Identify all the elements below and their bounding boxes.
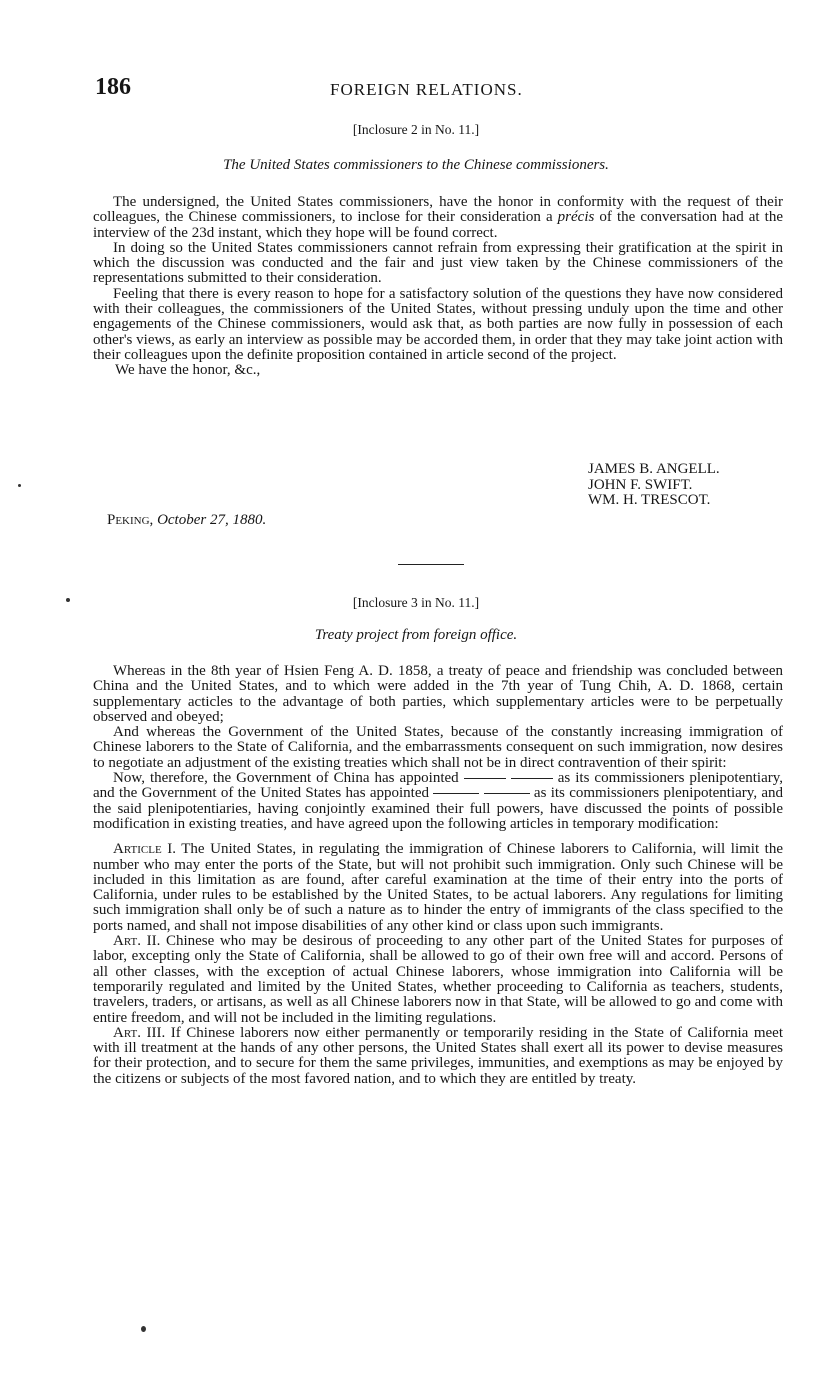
place-and-date <box>107 512 266 529</box>
blank-line <box>511 778 553 779</box>
letter-paragraph-2: In doing so the United States commissioners cannot refrain from expressing their gratification at the spirit in which the discussion was conducted and the fair and just view taken by the Chinese commissioners of the representations submitted to their consideration. <box>93 239 783 287</box>
letter-title: The United States commissioners to the Chinese commissioners. <box>223 157 609 173</box>
inclosure-2-caption: [Inclosure 2 in No. 11.] <box>352 122 480 137</box>
section-divider <box>398 564 464 565</box>
treaty-paragraph-1: Whereas in the 8th year of Hsien Feng A. D. 1858, a treaty of peace and friendship was concluded between China and the United States, and to which were added in the 7th year of Tung Chih, A. D. 1868, certain supplementary acticles to the advantage of both parties, which supplementary articles were to be perpetually observed and obeyed; <box>93 663 783 725</box>
page-number: 186 <box>95 74 131 100</box>
treaty-paragraph-3: Now, therefore, the Government of China has appointed as its commissioners plenipotentiary, and the Government of the United States has appointed as its commissioners plenipotentiary, and the said plenipotentiaries, having conjointly examined their full powers, have discussed the points of possible modification in existing treaties, and have agreed upon the following articles in temporary modification: <box>93 770 784 832</box>
page-header <box>95 74 785 104</box>
print-speck <box>18 484 21 487</box>
place: Peking, <box>107 512 154 528</box>
running-title: FOREIGN RELATIONS. <box>330 80 523 99</box>
treaty-body <box>93 664 783 1087</box>
blank-line <box>484 793 530 794</box>
letter-paragraph-3: Feeling that there is every reason to hope for a satisfactory solution of the questions they have now considered with their colleagues, the commissioners of the United States, without pressing unduly upon the time and other engagements of the Chinese commissioners, would ask that, as both parties are now fully in possession of each other's views, as early an interview as possible may be accorded them, in order that they may take joint action with their colleagues upon the definite proposition contained in article second of the project. <box>93 285 783 363</box>
article-3: Art. III. If Chinese laborers now either permanently or temporarily residing in the State of California meet with ill treatment at the hands of any other persons, the United States shall exert all its power to devise measures for their protection, and to secure for them the same privileges, immunities, and exemptions as may be enjoyed by the citizens or subjects of the most favored nation, and to which they are entitled by treaty. <box>93 1024 783 1087</box>
print-speck <box>66 598 70 602</box>
signatory: JAMES B. ANGELL. <box>588 461 720 477</box>
article-2: Art. II. Chinese who may be desirous of proceeding to any other part of the United States for purposes of labor, excepting only the State of California, shall be allowed to go of their own free will and accord. Persons of all other classes, with the exception of actual Chinese laborers, whose immigration into California will be temporarily regulated and limited by the United States, whether proceeding to California as teachers, students, travelers, traders, or artisans, as well as all Chinese laborers now in that State, will be allowed to go and come with entire freedom, and will not be included in the limiting regulations. <box>93 933 784 1026</box>
letter-closing: We have the honor, &c., <box>115 362 261 379</box>
blank-line <box>433 793 479 794</box>
print-speck <box>141 1326 146 1332</box>
letter-body <box>93 195 783 379</box>
treaty-paragraph-2: And whereas the Government of the United States, because of the constantly increasing immigration of Chinese laborers to the State of California, and the embarrassments consequent on such immigration, now desires to negotiate an adjustment of the existing treaties which shall not be in direct contravention of their spirit: <box>93 724 783 771</box>
signature-block <box>588 462 720 509</box>
inclosure-3-caption: [Inclosure 3 in No. 11.] <box>352 595 480 610</box>
blank-line <box>464 778 506 779</box>
treaty-title: Treaty project from foreign office. <box>314 627 518 643</box>
date: October 27, 1880. <box>157 512 267 528</box>
article-1: Article I. The United States, in regulating the immigration of Chinese laborers to California, will limit the number who may enter the ports of the State, but will not prohibit such immigration. Only such Chinese will be included in this limitation as are found, after careful examination at the time of their entry into the ports of California, under rules to be established by the United States, to be actual laborers. Any regulations for limiting such immigration shall only be of such a nature as to hinder the entry of immigrants of the class specified to the ports named, and shall not impose disabilities of any other kind or class upon such immigrants. <box>93 841 783 934</box>
signatory: JOHN F. SWIFT. <box>588 476 693 493</box>
signatory: WM. H. TRESCOT. <box>588 492 711 508</box>
letter-paragraph-1: The undersigned, the United States commissioners, have the honor in conformity with the request of their colleagues, the Chinese commissioners, to inclose for their consideration a précis of the conversation had at the interview of the 23d instant, which they hope will be found correct. <box>93 194 783 241</box>
